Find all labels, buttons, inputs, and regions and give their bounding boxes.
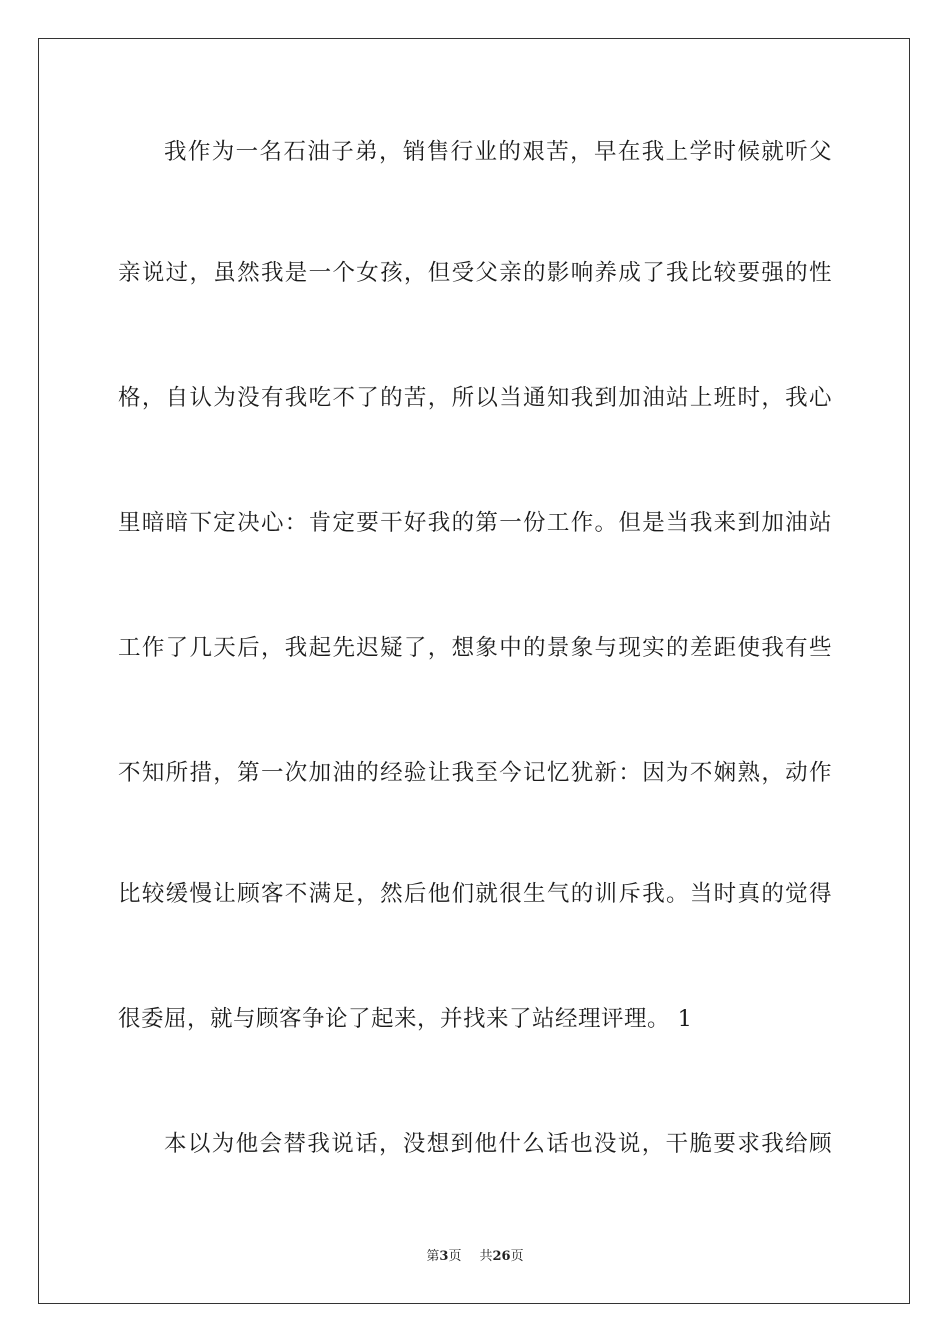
- paragraph-1-line-2: 亲说过，虽然我是一个女孩，但受父亲的影响养成了我比较要强的性: [118, 260, 832, 286]
- paragraph-2-line-1: 本以为他会替我说话，没想到他什么话也没说，干脆要求我给顾: [164, 1131, 832, 1157]
- footer-page-prefix: 第: [426, 1249, 440, 1264]
- paragraph-1-line-4: 里暗暗下定决心：肯定要干好我的第一份工作。但是当我来到加油站: [118, 510, 832, 536]
- footer-page-suffix: 页: [448, 1249, 462, 1264]
- paragraph-1-line-1: 我作为一名石油子弟，销售行业的艰苦，早在我上学时候就听父: [164, 139, 832, 165]
- footer-total-suffix: 页: [510, 1249, 524, 1264]
- footer-page-number: 3: [439, 1249, 449, 1264]
- paragraph-1-line-3: 格，自认为没有我吃不了的苦，所以当通知我到加油站上班时，我心: [118, 385, 832, 411]
- footer-total-pages: 26: [492, 1249, 511, 1264]
- footer-total-prefix: 共: [479, 1249, 493, 1264]
- paragraph-1-line-6: 不知所措，第一次加油的经验让我至今记忆犹新：因为不娴熟，动作: [118, 760, 832, 786]
- page-border: [38, 38, 910, 1304]
- page-footer: [0, 1248, 950, 1266]
- paragraph-1-line-8: 很委屈，就与顾客争论了起来，并找来了站经理评理。 1: [118, 1006, 693, 1032]
- paragraph-1-line-5: 工作了几天后，我起先迟疑了，想象中的景象与现实的差距使我有些: [118, 635, 832, 661]
- paragraph-1-line-7: 比较缓慢让顾客不满足，然后他们就很生气的训斥我。当时真的觉得: [118, 881, 832, 907]
